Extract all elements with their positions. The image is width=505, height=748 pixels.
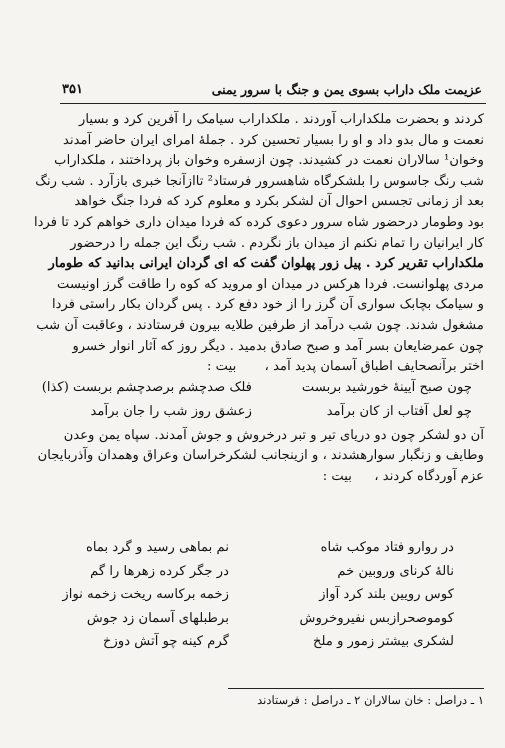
text-line-with-label <box>62 357 484 378</box>
text-line: اختر برآنصحایف اطباق آسمان پدید آمد ، <box>264 359 484 375</box>
page-number: ۳۵۱ <box>62 82 83 97</box>
text-line: و سیامک بچابک سواری آن گرز را از خود دفع کرد . پس گردان بکار راستی فردا <box>51 297 484 313</box>
hemistich-left: برطبلهای آسمان زد جوش <box>86 610 229 626</box>
hemistich-right: چون صبح آیینهٔ خورشید بربست <box>301 379 472 395</box>
text-line: بود وطومار درحضور شاه سرور دعوی کرده که فردا میدان داری خواهم کرد تا فردا <box>33 214 484 230</box>
text-line: وخوان¹ سالاران نعمت در کشیدند. چون ازسفره وخوان باز پرداختند ، ملکداراب <box>54 153 484 169</box>
footnote-rule <box>228 688 484 689</box>
hemistich-left: فلک صدچشم برصدچشم بربست (کذا) <box>41 379 252 395</box>
footnote: ۱ ـ دراصل : خان سالاران ۲ ـ دراصل : فرستادند <box>257 693 484 707</box>
hemistich-right: در روارو فتاد موکب شاه <box>320 540 454 555</box>
text-line: کردند و بحضرت ملکداراب آوردند . ملکداراب سیامک را آفرین کرد و بسیار <box>78 112 484 127</box>
text-line: عزم آوردگاه کردند ، <box>374 468 484 484</box>
text-line-with-label <box>62 467 484 488</box>
poem-row <box>62 611 484 635</box>
running-header <box>62 80 482 102</box>
hemistich-left: نم بماهی رسید و گرد بماه <box>85 540 229 555</box>
header-rule <box>60 103 486 104</box>
hemistich-right: کوموصحرازبس نفیروخروش <box>299 610 454 626</box>
hemistich-right: چو لعل آفتاب از کان برآمد <box>326 403 472 419</box>
text-line: کار ایرانیان را تمام نکنم از میدان باز نگردم . شب رنگ این جمله را درحضور <box>70 235 484 251</box>
poem-row <box>62 634 484 658</box>
verse-label: بیت : <box>207 359 237 375</box>
hemistich-left: گرم کینه چو آتش دوزخ <box>102 634 229 649</box>
text-line: چون عمرضایعان بسر آمد و صبح صادق بدمید . دیگر روز که آثار انوار خسرو <box>72 338 484 354</box>
hemistich-left: زخمه برکاسه ریخت زخمه نواز <box>62 587 229 602</box>
text-line: ملکداراب تقریر کرد . پیل زور پهلوان گفت که ای گردان ایرانی بدانید که طومار <box>48 256 484 272</box>
main-text <box>33 110 484 488</box>
hemistich-right: نالهٔ کرنای وروبین خم <box>337 563 454 579</box>
hemistich-left: در جگر کرده زهرها را گم <box>90 563 229 579</box>
poem-row <box>62 540 484 564</box>
poem-row <box>62 564 484 588</box>
hemistich-left: زعشق روز شب را جان برآمد <box>90 403 252 419</box>
text-line: نعمت و مال بدو داد و او را بسیار تحسین کرد . جملهٔ امرای ایران حاضر آمدند <box>63 132 484 148</box>
text-line: مردی پهلوانست. فردا هرکس در میدان او مروید که کوه را طاقت گرز اونیست <box>57 276 484 292</box>
text-line: وطایف و زنگبار سوارهشدند ، و ازینجانب لشکرخراسان وعراق وهمدان وآذربایجان <box>37 448 484 464</box>
text-line: آن دو لشکر چون دو دریای تیر و تبر درخروش و جوش آمدند. سپاه یمن وعدن <box>63 427 484 443</box>
text-line: مشغول شدند. چون شب درآمد از طرفین طلایه بیرون فرستادند ، وعاقبت آن شب <box>36 317 484 333</box>
poem-block <box>62 540 484 658</box>
header-title: عزیمت ملک داراب بسوی یمن و جنگ با سرور یمنی <box>211 82 482 97</box>
hemistich-right: لشکری بیشتر زمور و ملخ <box>312 634 454 649</box>
hemistich-right: کوس رویین بلند کرد آواز <box>319 587 454 602</box>
text-line: بعد از زمانی تجسس احوال آن لشکر بکرد و معلوم کرد که فردا جنگ خواهد <box>74 194 484 210</box>
text-line: شب رنگ جاسوس را بلشکرگاه شاهسرور فرستاد² تاازآنجا خبری بازآرد . شب رنگ <box>35 173 484 189</box>
verse-label: بیت : <box>322 468 352 484</box>
poem-row <box>62 587 484 611</box>
couplet <box>41 378 484 402</box>
couplet <box>62 402 484 426</box>
